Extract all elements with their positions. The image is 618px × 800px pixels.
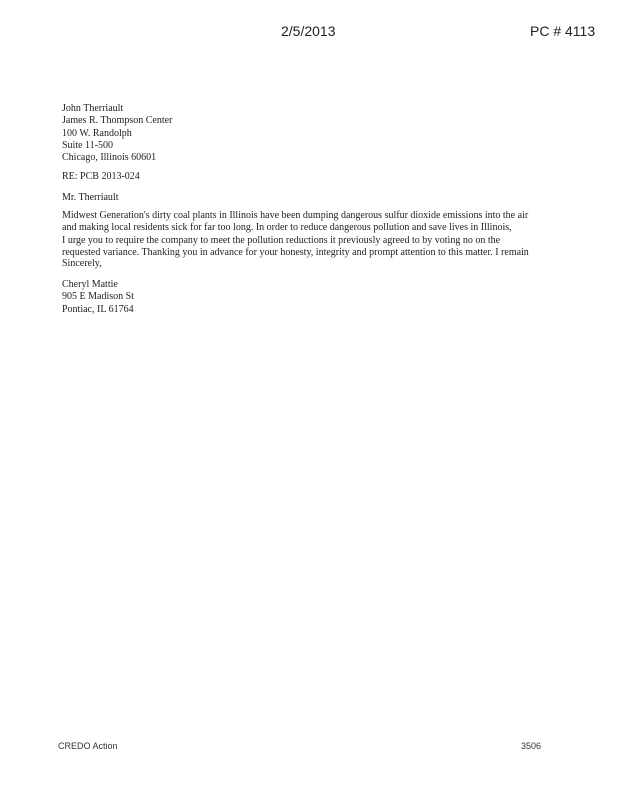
sender-street: 905 E Madison St — [62, 291, 134, 303]
page-number: 3506 — [521, 741, 542, 751]
recipient-address — [62, 103, 172, 164]
recipient-city: Chicago, Illinois 60601 — [62, 152, 157, 164]
sender-name: Cheryl Mattie — [62, 279, 118, 290]
header-date: 2/5/2013 — [281, 23, 336, 39]
body-line: requested variance. Thanking you in advance for your honesty, integrity and prompt attention to this matter. I remain — [62, 246, 529, 258]
letter-body — [62, 210, 548, 259]
recipient-suite: Suite 11-500 — [62, 139, 114, 151]
public-comment-number: PC # 4113 — [530, 23, 596, 39]
footer-source: CREDO Action — [58, 741, 118, 751]
body-line: Midwest Generation's dirty coal plants in Illinois have been dumping dangerous sulfur dioxide emissions into the air — [62, 210, 529, 221]
sender-block — [62, 279, 134, 316]
body-line: I urge you to require the company to meet the pollution reductions it previously agreed to by voting no on the — [62, 234, 501, 246]
body-line: and making local residents sick for far too long. In order to reduce dangerous pollution and save lives in Illinois, — [62, 222, 512, 234]
sender-city: Pontiac, IL 61764 — [62, 303, 134, 315]
recipient-building: James R. Thompson Center — [62, 115, 173, 127]
subject-line: RE: PCB 2013-024 — [62, 171, 140, 182]
recipient-name: John Therriault — [62, 103, 124, 114]
recipient-street: 100 W. Randolph — [62, 127, 132, 139]
closing: Sincerely, — [62, 258, 102, 269]
salutation: Mr. Therriault — [62, 192, 119, 203]
